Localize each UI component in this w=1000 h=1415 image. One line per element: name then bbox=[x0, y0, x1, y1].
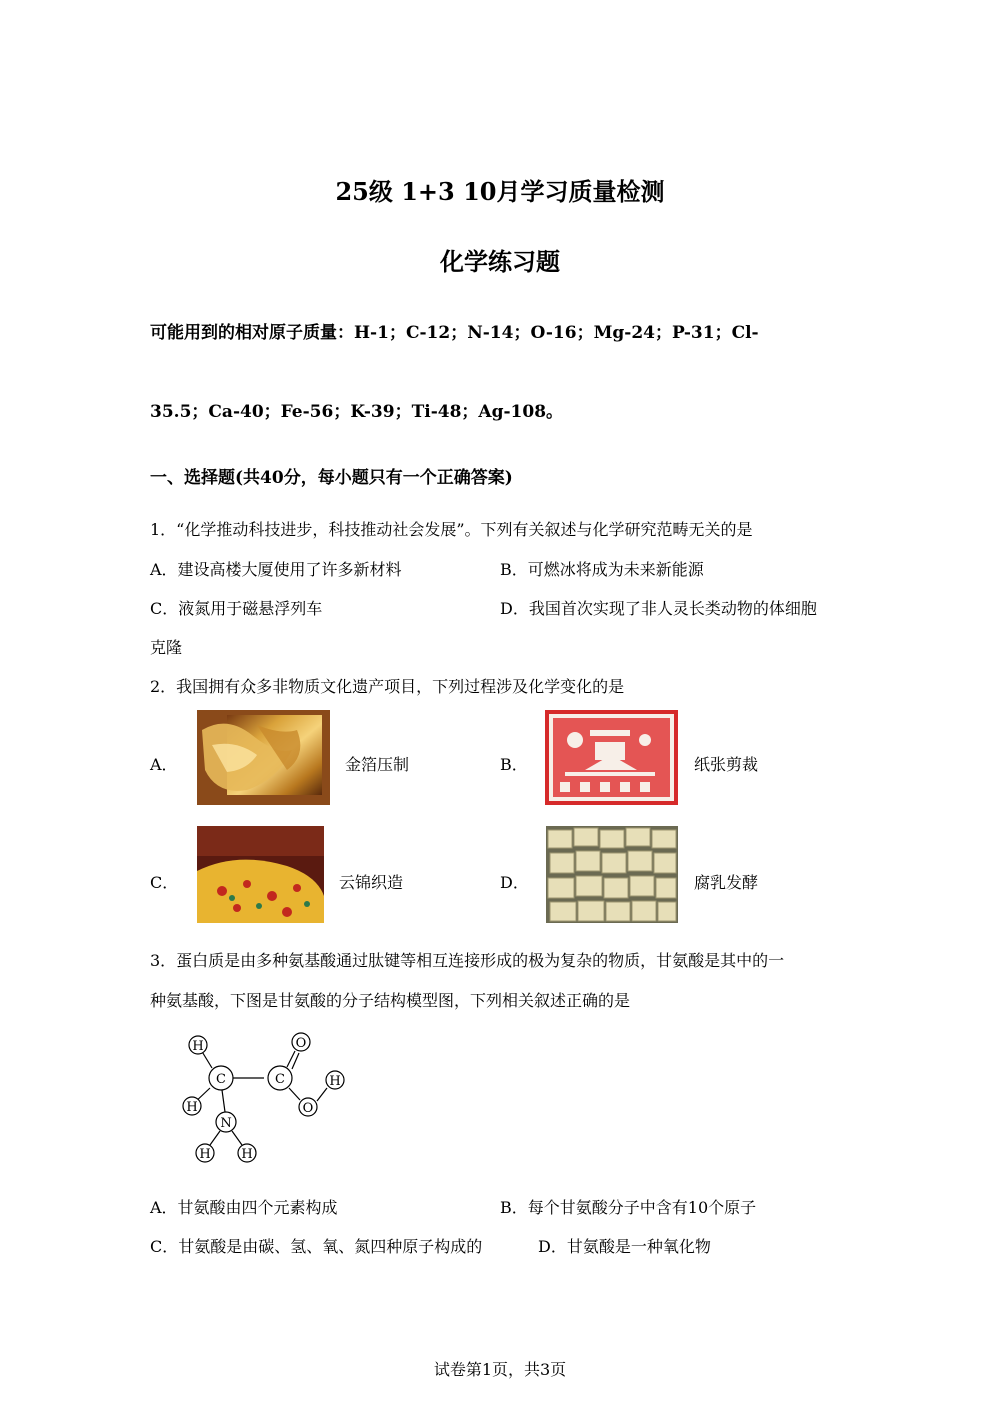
exam-title: 25级 1+3 10月学习质量检测 bbox=[335, 177, 665, 206]
atom-c-2: C bbox=[275, 1072, 285, 1087]
exam-subtitle: 化学练习题 bbox=[440, 247, 560, 276]
atom-o-1: O bbox=[295, 1036, 307, 1051]
q1-option-a: A．建设高楼大厦使用了许多新材料 bbox=[150, 560, 402, 579]
q3-option-a: A．甘氨酸由四个元素构成 bbox=[150, 1198, 338, 1217]
page-footer: 试卷第1页，共3页 bbox=[433, 1360, 567, 1379]
q1-option-d-continued: 克隆 bbox=[150, 638, 183, 657]
q3-stem-line1: 3．蛋白质是由多种氨基酸通过肽键等相互连接形成的极为复杂的物质，甘氨酸是其中的一 bbox=[150, 951, 785, 970]
atom-n: N bbox=[220, 1116, 232, 1131]
q2-option-a-letter: A． bbox=[150, 755, 178, 774]
atom-h-2: H bbox=[186, 1100, 198, 1115]
q1-option-d: D．我国首次实现了非人灵长类动物的体细胞 bbox=[500, 599, 817, 618]
paper-cutting-image bbox=[545, 710, 678, 805]
q2-option-a-caption: 金箔压制 bbox=[345, 755, 410, 774]
glycine-structure-diagram bbox=[170, 1025, 360, 1170]
q3-option-d: D．甘氨酸是一种氧化物 bbox=[538, 1237, 711, 1256]
atom-h-4: H bbox=[241, 1147, 253, 1162]
q2-option-c-letter: C． bbox=[150, 873, 179, 892]
q2-option-d-caption: 腐乳发酵 bbox=[694, 873, 759, 892]
atom-h-1: H bbox=[192, 1039, 204, 1054]
q2-option-b-letter: B． bbox=[500, 755, 528, 774]
section-heading: 一、选择题(共40分，每小题只有一个正确答案) bbox=[150, 468, 513, 488]
q1-option-c: C．液氮用于磁悬浮列车 bbox=[150, 599, 323, 618]
q1-option-b: B．可燃冰将成为未来新能源 bbox=[500, 560, 704, 579]
q2-option-c-caption: 云锦织造 bbox=[339, 873, 404, 892]
q1-stem: 1．“化学推动科技进步，科技推动社会发展”。下列有关叙述与化学研究范畴无关的是 bbox=[150, 520, 753, 539]
q3-option-c: C．甘氨酸是由碳、氢、氧、氮四种原子构成的 bbox=[150, 1237, 483, 1256]
atom-h-3: H bbox=[199, 1147, 211, 1162]
gold-foil-image bbox=[197, 710, 330, 805]
atom-h-5: H bbox=[329, 1074, 341, 1089]
atomic-masses-line2: 35.5；Ca-40；Fe-56；K-39；Ti-48；Ag-108。 bbox=[150, 402, 564, 422]
atomic-masses-line1: 可能用到的相对原子质量：H-1；C-12；N-14；O-16；Mg-24；P-31；Cl- bbox=[150, 323, 759, 343]
atom-o-2: O bbox=[302, 1101, 314, 1116]
brocade-image bbox=[197, 826, 324, 923]
q2-option-d-letter: D． bbox=[500, 873, 529, 892]
q3-stem-line2: 种氨基酸，下图是甘氨酸的分子结构模型图，下列相关叙述正确的是 bbox=[150, 991, 631, 1010]
q3-option-b: B．每个甘氨酸分子中含有10个原子 bbox=[500, 1198, 757, 1217]
q2-stem: 2．我国拥有众多非物质文化遗产项目，下列过程涉及化学变化的是 bbox=[150, 677, 625, 696]
q2-option-b-caption: 纸张剪裁 bbox=[694, 755, 759, 774]
atom-c-1: C bbox=[216, 1072, 226, 1087]
fermented-tofu-image bbox=[546, 826, 678, 923]
